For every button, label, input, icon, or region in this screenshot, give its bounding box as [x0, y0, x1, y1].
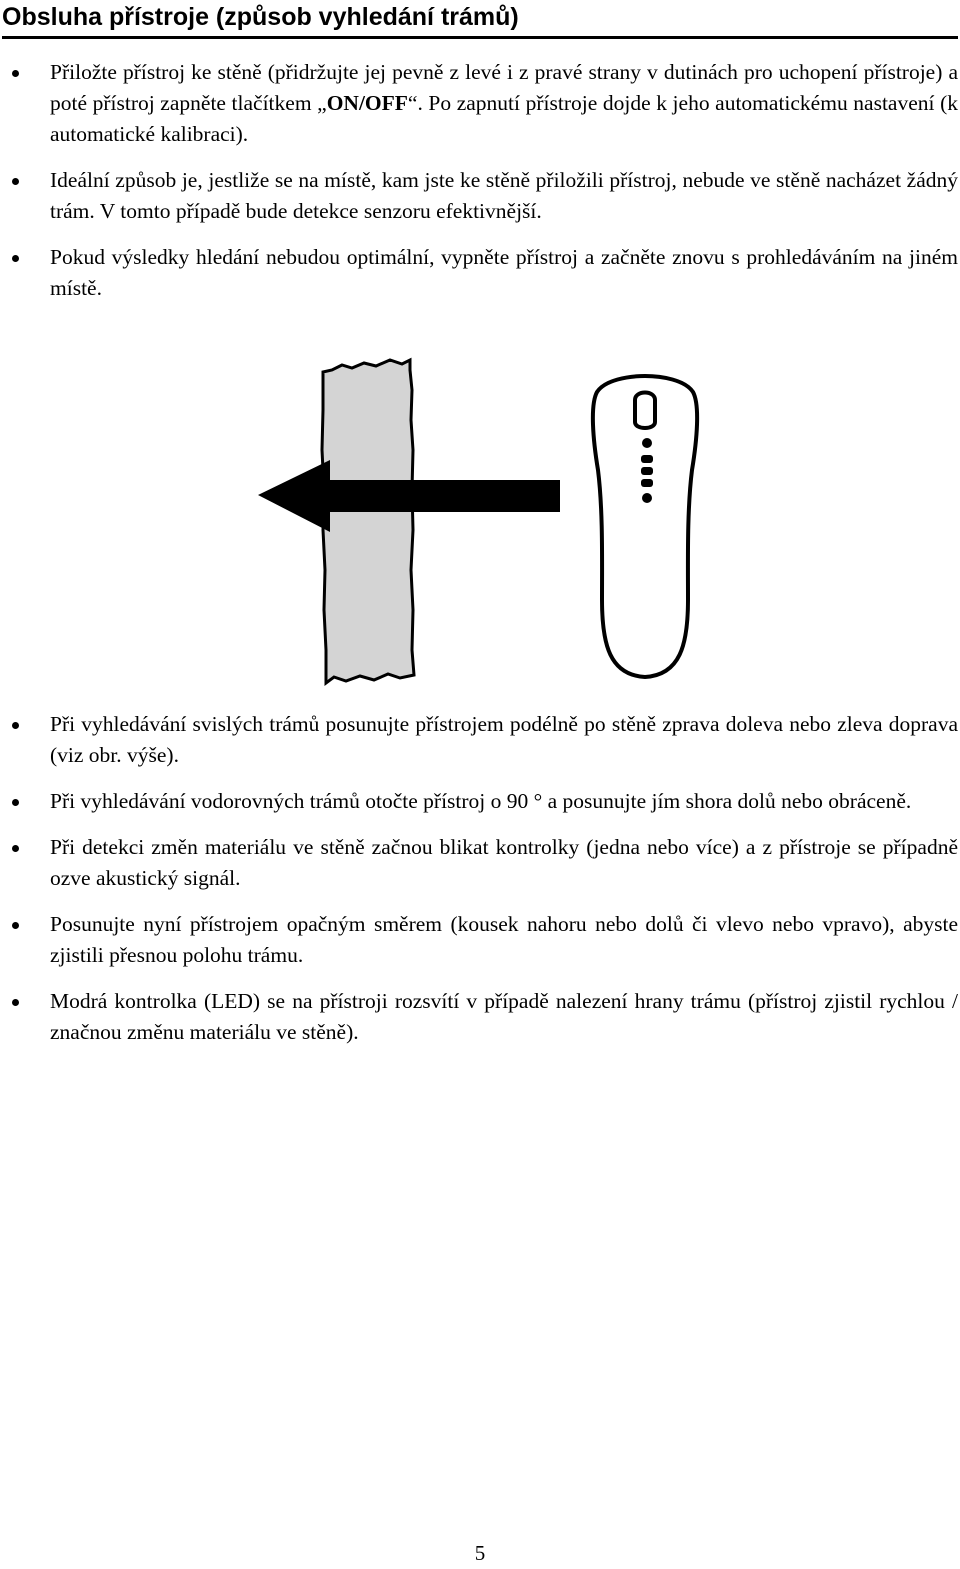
wall-beam-icon — [322, 360, 414, 683]
list-item-text: Při vyhledávání vodorovných trámů otočte přístroj o 90 ° a posunujte jím shora dolů nebo obráceně. — [50, 789, 912, 813]
on-off-label: ON/OFF — [326, 91, 408, 115]
page-heading: Obsluha přístroje (způsob vyhledání trámů) — [2, 0, 958, 39]
bullet-icon — [12, 722, 19, 729]
list-item-text: Při detekci změn materiálu ve stěně začnou blikat kontrolky (jedna nebo více) a z přístroje se případně ozve akustický signál. — [50, 835, 958, 890]
bullet-icon — [12, 922, 19, 929]
list-item — [0, 909, 960, 971]
list-item — [0, 709, 960, 771]
list-item — [0, 165, 960, 227]
list-item-text: Při vyhledávání svislých trámů posunujte přístrojem podélně po stěně zprava doleva nebo zleva doprava (viz obr. výše). — [50, 712, 958, 767]
instruction-list-top — [0, 57, 960, 319]
led-icon — [642, 493, 652, 503]
list-item — [0, 832, 960, 894]
instruction-list-bottom — [0, 709, 960, 1063]
list-item-text: Modrá kontrolka (LED) se na přístroji rozsvítí v případě nalezení hrany trámu (přístroj zjistil rychlou / značnou změnu materiálu ve stěně). — [50, 989, 958, 1044]
stud-finder-device-icon — [593, 376, 697, 677]
list-item-text: Přiložte přístroj ke stěně (přidržujte jej pevně z levé i z pravé strany v dutinách pro uchopení přístroje) a poté přístroj zapněte tlačítkem „ON/OFF“. Po zapnutí přístroje dojde k jeho automatickému nastavení (k automatické kalibraci). — [50, 60, 958, 146]
stud-finder-illustration — [250, 350, 730, 690]
list-item-text: Posunujte nyní přístrojem opačným směrem (kousek nahoru nebo dolů či vlevo nebo vpravo), abyste zjistili přesnou polohu trámu. — [50, 912, 958, 967]
led-icon — [641, 455, 653, 463]
list-item-text: Ideální způsob je, jestliže se na místě, kam jste ke stěně přiložili přístroj, nebude ve stěně nacházet žádný trám. V tomto případě bude detekce senzoru efektivnější. — [50, 168, 958, 223]
bullet-icon — [12, 845, 19, 852]
list-item — [0, 242, 960, 304]
bullet-icon — [12, 799, 19, 806]
bullet-icon — [12, 178, 19, 185]
page-number: 5 — [474, 1541, 486, 1565]
led-icon — [641, 467, 653, 475]
bullet-icon — [12, 999, 19, 1006]
list-item — [0, 786, 960, 817]
list-item — [0, 57, 960, 150]
led-icon — [642, 438, 652, 448]
bullet-icon — [12, 70, 19, 77]
led-icon — [641, 479, 653, 487]
bullet-icon — [12, 255, 19, 262]
list-item-text: Pokud výsledky hledání nebudou optimální, vypněte přístroj a začněte znovu s prohledáváním na jiném místě. — [50, 245, 958, 300]
list-item — [0, 986, 960, 1048]
